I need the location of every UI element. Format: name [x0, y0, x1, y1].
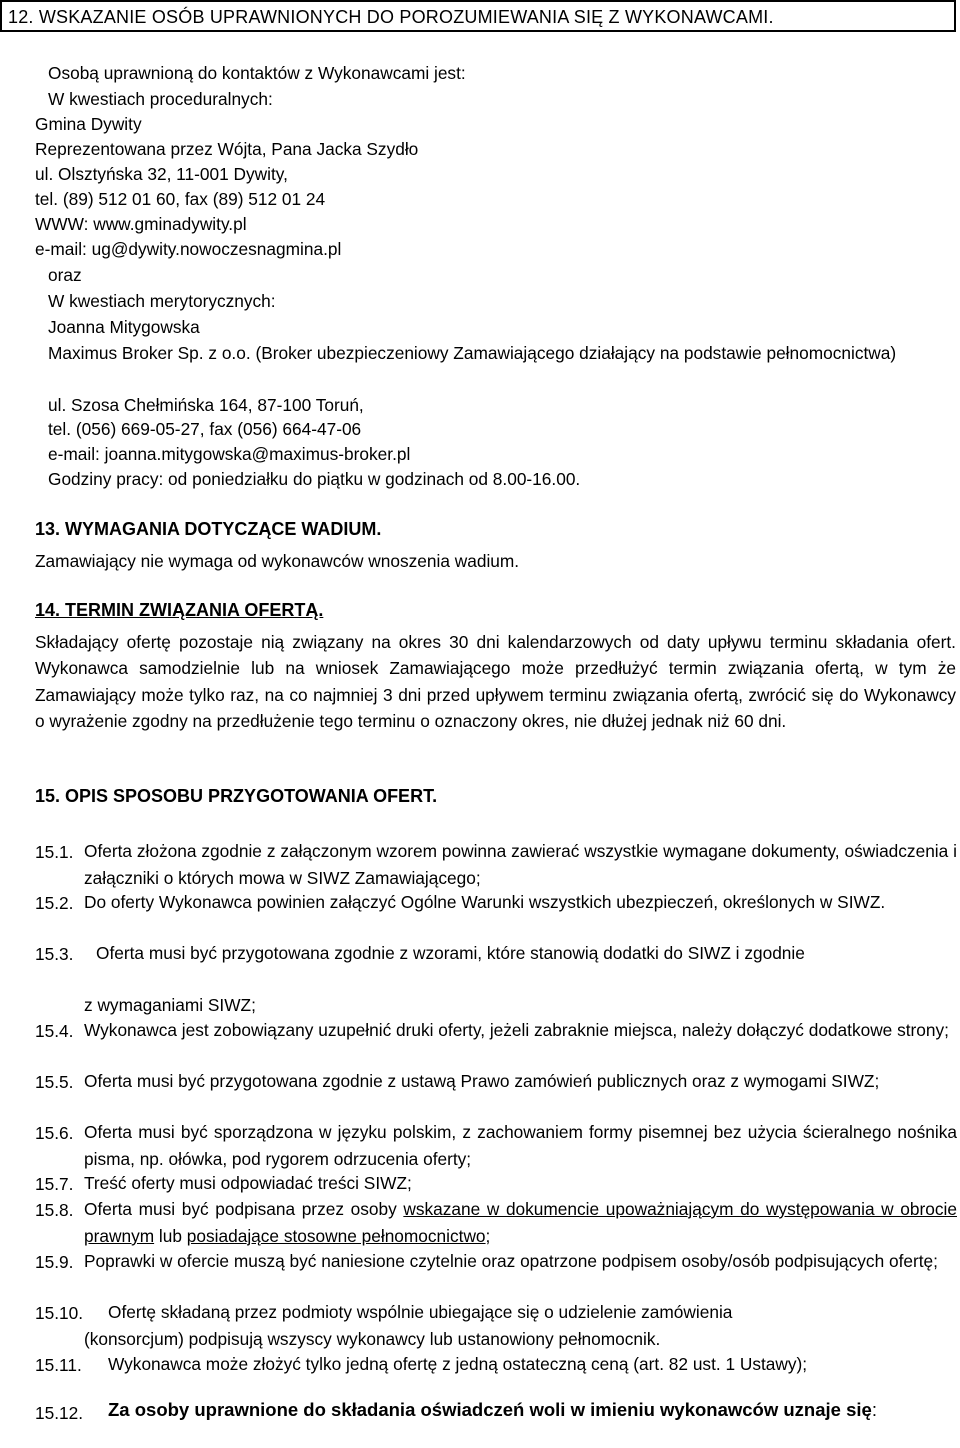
section-14-title: 14. TERMIN ZWIĄZANIA OFERTĄ.: [35, 600, 324, 620]
contact-intro: Osobą uprawnioną do kontaktów z Wykonawcami jest:: [48, 63, 466, 83]
item-text-continuation: z wymaganiami SIWZ;: [84, 995, 256, 1015]
contact-person: Joanna Mitygowska: [48, 317, 200, 337]
item-number: 15.2.: [35, 893, 74, 913]
item-number: 15.4.: [35, 1021, 74, 1041]
item-text: [108, 1396, 957, 1423]
underlined-phrase: wskazane w dokumencie upoważniającym do występowania w obrocie prawnym: [84, 1199, 957, 1246]
municipality-name: Gmina Dywity: [35, 114, 142, 134]
office-hours: Godziny pracy: od poniedziałku do piątku w godzinach od 8.00-16.00.: [48, 469, 581, 489]
item-text: Wykonawca może złożyć tylko jedną ofertę z jedną ostateczną ceną (art. 82 ust. 1 Ustawy);: [108, 1354, 808, 1374]
oraz-label: oraz: [48, 265, 82, 285]
item-text: Oferta musi być sporządzona w języku polskim, z zachowaniem formy pisemnej bez użycia ścieralnego nośnika pisma, np. ołówka, pod rygorem odrzucenia oferty;: [84, 1122, 957, 1169]
item-number: 15.1.: [35, 842, 74, 862]
municipality-address: ul. Olsztyńska 32, 11-001 Dywity,: [35, 164, 288, 184]
item-text: Ofertę składaną przez podmioty wspólnie ubiegające się o udzielenie zamówienia: [108, 1302, 733, 1322]
item-text-continuation: (konsorcjum) podpisują wszyscy wykonawcy lub ustanowiony pełnomocnik.: [84, 1329, 661, 1349]
item-text: [84, 1196, 957, 1250]
broker-description: Maximus Broker Sp. z o.o. (Broker ubezpieczeniowy Zamawiającego działający na podstawie pełnomocnictwa): [48, 343, 897, 363]
item-text: Oferta musi być przygotowana zgodnie z ustawą Prawo zamówień publicznych oraz z wymogami SIWZ;: [84, 1071, 880, 1091]
section-13-title: 13. WYMAGANIA DOTYCZĄCE WADIUM.: [35, 519, 382, 539]
item-number: 15.7.: [35, 1174, 74, 1194]
item-text: Poprawki w ofercie muszą być naniesione czytelnie oraz opatrzone podpisem osoby/osób podpisujących ofertę;: [84, 1251, 938, 1271]
item-text-part: :: [871, 1399, 877, 1420]
municipality-phone: tel. (89) 512 01 60, fax (89) 512 01 24: [35, 189, 326, 209]
procedural-label: W kwestiach proceduralnych:: [48, 89, 273, 109]
section-15-title: 15. OPIS SPOSOBU PRZYGOTOWANIA OFERT.: [35, 786, 438, 806]
item-text-part: Oferta musi być podpisana przez osoby: [84, 1199, 404, 1219]
section-12-title: 12. WSKAZANIE OSÓB UPRAWNIONYCH DO POROZUMIEWANIA SIĘ Z WYKONAWCAMI.: [8, 7, 774, 27]
municipality-website: WWW: www.gminadywity.pl: [35, 214, 247, 234]
broker-phone: tel. (056) 669-05-27, fax (056) 664-47-06: [48, 419, 362, 439]
representative: Reprezentowana przez Wójta, Pana Jacka Szydło: [35, 139, 419, 159]
item-number: 15.3.: [35, 944, 74, 964]
broker-email: e-mail: joanna.mitygowska@maximus-broker.pl: [48, 444, 411, 464]
item-number: 15.9.: [35, 1252, 74, 1272]
item-number: 15.12.: [35, 1403, 84, 1423]
item-text-part: lub: [154, 1226, 187, 1246]
item-text: Wykonawca jest zobowiązany uzupełnić druki oferty, jeżeli zabraknie miejsca, należy dołączyć dodatkowe strony;: [84, 1020, 949, 1040]
item-text: Oferta musi być przygotowana zgodnie z wzorami, które stanowią dodatki do SIWZ i zgodnie: [96, 943, 805, 963]
section-12-header-box: [0, 0, 956, 32]
item-number: 15.10.: [35, 1303, 84, 1323]
merit-label: W kwestiach merytorycznych:: [48, 291, 276, 311]
underlined-phrase: posiadające stosowne pełnomocnictwo: [186, 1226, 486, 1246]
section-14-text: Składający ofertę pozostaje nią związany na okres 30 dni kalendarzowych od daty upływu terminu składania ofert. Wykonawca samodzielnie lub na wniosek Zamawiającego może przedłużyć termin związania ofertą, w tym że Zamawiający może tylko raz, na co najmniej 3 dni przed upływem terminu związania ofertą, zwrócić się do Wykonawcy o wyrażenie zgodny na przedłużenie tego terminu o oznaczony okres, nie dłużej jednak niż 60 dni.: [35, 632, 956, 732]
item-number: 15.5.: [35, 1072, 74, 1092]
item-text: Do oferty Wykonawca powinien załączyć Ogólne Warunki wszystkich ubezpieczeń, określonych w SIWZ.: [84, 892, 886, 912]
item-text: Oferta złożona zgodnie z załączonym wzorem powinna zawierać wszystkie wymagane dokumenty, oświadczenia i załączniki o których mowa w SIWZ Zamawiającego;: [84, 841, 957, 888]
section-13-text: Zamawiający nie wymaga od wykonawców wnoszenia wadium.: [35, 551, 520, 571]
item-number: 15.11.: [35, 1355, 82, 1375]
item-number: 15.8.: [35, 1200, 74, 1220]
municipality-email: e-mail: ug@dywity.nowoczesnagmina.pl: [35, 239, 342, 259]
bold-phrase: Za osoby uprawnione do składania oświadczeń woli w imieniu wykonawców uznaje się: [108, 1399, 872, 1420]
item-text: Treść oferty musi odpowiadać treści SIWZ;: [84, 1173, 412, 1193]
broker-address: ul. Szosa Chełmińska 164, 87-100 Toruń,: [48, 395, 364, 415]
item-number: 15.6.: [35, 1123, 74, 1143]
item-text-part: ;: [485, 1226, 491, 1246]
